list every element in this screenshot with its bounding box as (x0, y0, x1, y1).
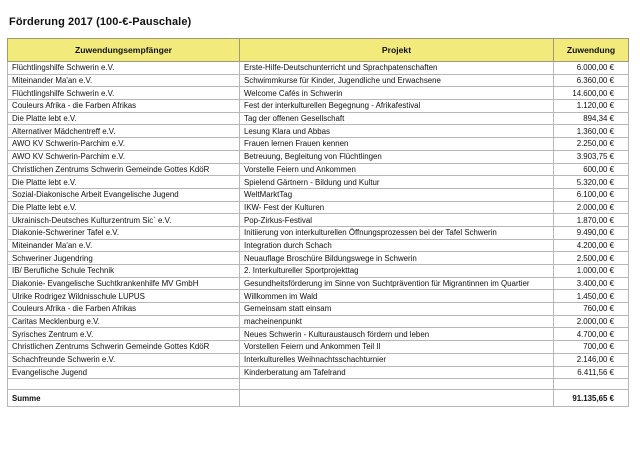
cell-project: Erste-Hilfe-Deutschunterricht und Sprachpatenschaften (240, 62, 554, 75)
cell-project: Frauen lernen Frauen kennen (240, 138, 554, 151)
table-row (8, 315, 629, 328)
cell-amount: 1.360,00 € (554, 125, 629, 138)
cell-project: Pop-Zirkus-Festival (240, 214, 554, 227)
cell-amount: 2.500,00 € (554, 252, 629, 265)
cell-amount: 9.490,00 € (554, 226, 629, 239)
cell-recipient: Christlichen Zentrums Schwerin Gemeinde Gottes KdöR (8, 163, 240, 176)
cell-project: Gesundheitsförderung im Sinne von Suchtprävention für Migrantinnen im Quartier (240, 277, 554, 290)
cell-amount: 700,00 € (554, 341, 629, 354)
table-row (8, 353, 629, 366)
table-header-row (8, 39, 629, 62)
table-row (8, 188, 629, 201)
cell-amount: 6.360,00 € (554, 74, 629, 87)
cell-amount: 3.400,00 € (554, 277, 629, 290)
cell-project: Fest der interkulturellen Begegnung - Afrikafestival (240, 100, 554, 113)
cell-project: Vorstelle Feiern und Ankommen (240, 163, 554, 176)
cell-recipient: Diakonie-Schweriner Tafel e.V. (8, 226, 240, 239)
cell-recipient: Die Platte lebt e.V. (8, 176, 240, 189)
cell-project: Welcome Cafés in Schwerin (240, 87, 554, 100)
table-row (8, 87, 629, 100)
header-amount: Zuwendung (554, 39, 629, 62)
cell-recipient: Miteinander Ma'an e.V. (8, 74, 240, 87)
table-row (8, 265, 629, 278)
spacer-cell (554, 379, 629, 390)
table-row (8, 62, 629, 75)
cell-recipient: Miteinander Ma'an e.V. (8, 239, 240, 252)
cell-amount: 4.200,00 € (554, 239, 629, 252)
cell-project: Schwimmkurse für Kinder, Jugendliche und Erwachsene (240, 74, 554, 87)
cell-project: Willkommen im Wald (240, 290, 554, 303)
cell-amount: 5.320,00 € (554, 176, 629, 189)
table-row (8, 112, 629, 125)
cell-amount: 6.100,00 € (554, 188, 629, 201)
cell-amount: 6.000,00 € (554, 62, 629, 75)
cell-amount: 1.000,00 € (554, 265, 629, 278)
table-row (8, 214, 629, 227)
cell-recipient: Syrisches Zentrum e.V. (8, 328, 240, 341)
table-row (8, 277, 629, 290)
cell-amount: 2.000,00 € (554, 201, 629, 214)
cell-project: Lesung Klara und Abbas (240, 125, 554, 138)
cell-recipient: Die Platte lebt e.V. (8, 112, 240, 125)
spacer-cell (8, 379, 240, 390)
cell-recipient: AWO KV Schwerin-Parchim e.V. (8, 150, 240, 163)
table-row (8, 201, 629, 214)
cell-amount: 600,00 € (554, 163, 629, 176)
table-row (8, 303, 629, 316)
header-recipient: Zuwendungsempfänger (8, 39, 240, 62)
cell-project: Neues Schwerin - Kulturaustausch fördern und leben (240, 328, 554, 341)
cell-recipient: Evangelische Jugend (8, 366, 240, 379)
sum-amount: 91.135,65 € (554, 390, 629, 407)
cell-amount: 4.700,00 € (554, 328, 629, 341)
cell-recipient: Schweriner Jugendring (8, 252, 240, 265)
table-row (8, 163, 629, 176)
cell-recipient: Die Platte lebt e.V. (8, 201, 240, 214)
cell-recipient: Couleurs Afrika - die Farben Afrikas (8, 100, 240, 113)
page-title: Förderung 2017 (100-€-Pauschale) (9, 16, 192, 28)
cell-project: Neuauflage Broschüre Bildungswege in Schwerin (240, 252, 554, 265)
cell-amount: 2.250,00 € (554, 138, 629, 151)
cell-amount: 894,34 € (554, 112, 629, 125)
cell-recipient: Schachfreunde Schwerin e.V. (8, 353, 240, 366)
cell-project: Interkulturelles Weihnachtsschachturnier (240, 353, 554, 366)
cell-project: Vorstellen Feiern und Ankommen Teil II (240, 341, 554, 354)
sum-row (8, 390, 629, 407)
cell-recipient: IB/ Berufliche Schule Technik (8, 265, 240, 278)
cell-amount: 2.000,00 € (554, 315, 629, 328)
cell-amount: 2.146,00 € (554, 353, 629, 366)
cell-project: macheinenpunkt (240, 315, 554, 328)
table-row (8, 74, 629, 87)
table-row (8, 341, 629, 354)
cell-amount: 1.870,00 € (554, 214, 629, 227)
cell-project: Spielend Gärtnern - Bildung und Kultur (240, 176, 554, 189)
cell-recipient: Flüchtlingshilfe Schwerin e.V. (8, 62, 240, 75)
table-row (8, 100, 629, 113)
cell-amount: 760,00 € (554, 303, 629, 316)
cell-recipient: Caritas Mecklenburg e.V. (8, 315, 240, 328)
cell-project: Initiierung von interkulturellen Öffnungsprozessen bei der Tafel Schwerin (240, 226, 554, 239)
cell-recipient: Diakonie- Evangelische Suchtkrankenhilfe MV GmbH (8, 277, 240, 290)
cell-recipient: Flüchtlingshilfe Schwerin e.V. (8, 87, 240, 100)
table-row (8, 328, 629, 341)
funding-table (7, 38, 629, 407)
cell-recipient: Christlichen Zentrums Schwerin Gemeinde Gottes KdöR (8, 341, 240, 354)
cell-amount: 14.600,00 € (554, 87, 629, 100)
cell-recipient: Couleurs Afrika - die Farben Afrikas (8, 303, 240, 316)
table-row (8, 239, 629, 252)
cell-project: Integration durch Schach (240, 239, 554, 252)
cell-amount: 6.411,56 € (554, 366, 629, 379)
table-row (8, 226, 629, 239)
header-project: Projekt (240, 39, 554, 62)
spacer-cell (240, 379, 554, 390)
table-body (8, 62, 629, 407)
cell-amount: 3.903,75 € (554, 150, 629, 163)
cell-project: Gemeinsam statt einsam (240, 303, 554, 316)
sum-empty-cell (240, 390, 554, 407)
cell-recipient: Alternativer Mädchentreff e.V. (8, 125, 240, 138)
cell-amount: 1.120,00 € (554, 100, 629, 113)
table-row (8, 150, 629, 163)
cell-project: Betreuung, Begleitung von Flüchtlingen (240, 150, 554, 163)
cell-recipient: Ukrainisch-Deutsches Kulturzentrum Sic` e.V. (8, 214, 240, 227)
table-row (8, 125, 629, 138)
sum-label: Summe (8, 390, 240, 407)
cell-recipient: Ulrike Rodrigez Wildnisschule LUPUS (8, 290, 240, 303)
cell-project: Kinderberatung am Tafelrand (240, 366, 554, 379)
cell-project: IKW- Fest der Kulturen (240, 201, 554, 214)
table-row (8, 176, 629, 189)
cell-project: WeltMarktTag (240, 188, 554, 201)
cell-recipient: Sozial-Diakonische Arbeit Evangelische Jugend (8, 188, 240, 201)
cell-amount: 1.450,00 € (554, 290, 629, 303)
cell-project: 2. Interkultureller Sportprojekttag (240, 265, 554, 278)
cell-project: Tag der offenen Gesellschaft (240, 112, 554, 125)
table-row (8, 366, 629, 379)
spacer-row (8, 379, 629, 390)
table-row (8, 138, 629, 151)
table-row (8, 290, 629, 303)
table-row (8, 252, 629, 265)
cell-recipient: AWO KV Schwerin-Parchim e.V. (8, 138, 240, 151)
